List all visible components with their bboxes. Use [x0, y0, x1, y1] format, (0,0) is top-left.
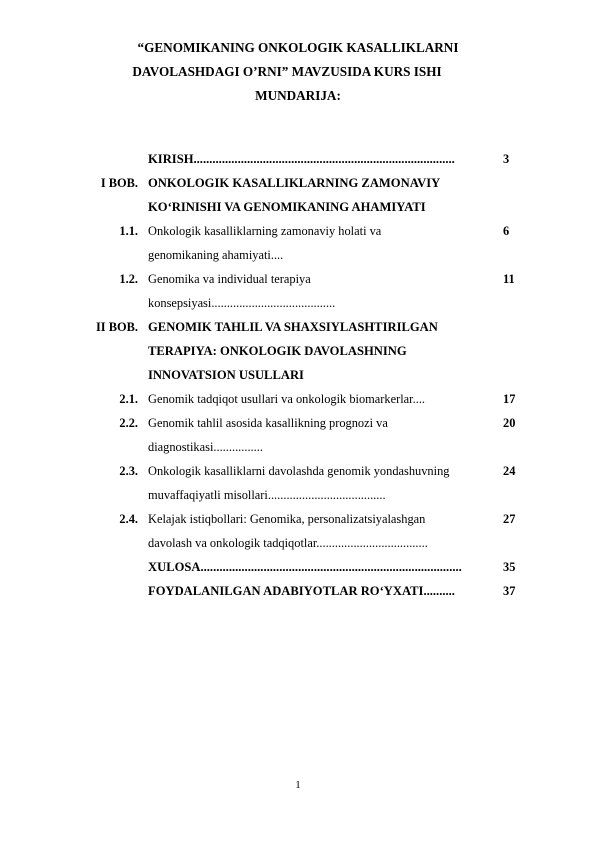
toc-entry-page: 6 — [503, 224, 510, 238]
toc-entry-text: ONKOLOGIK KASALLIKLARNING ZAMONAVIY — [148, 176, 441, 190]
toc-entry-text: XULOSA................................................................................... — [148, 560, 462, 574]
toc-row — [0, 315, 596, 339]
title-line-2: DAVOLASHDAGI O’RNI” MAVZUSIDA KURS ISHI — [132, 64, 442, 79]
toc-entry-text: Genomik tahlil asosida kasallikning prognozi va — [148, 416, 388, 430]
toc-row — [0, 363, 596, 387]
toc-row — [0, 291, 596, 315]
toc-entry-page: 3 — [503, 152, 510, 166]
toc-entry-text: genomikaning ahamiyati.... — [148, 248, 284, 262]
toc-row — [0, 243, 596, 267]
toc-entry-number: 2.3. — [119, 464, 138, 478]
toc-entry-text: Genomika va individual terapiya — [148, 272, 311, 286]
toc-entry-number: 2.2. — [119, 416, 138, 430]
toc-entry-text: INNOVATSION USULLARI — [148, 368, 304, 382]
toc-entry-text: TERAPIYA: ONKOLOGIK DAVOLASHNING — [148, 344, 407, 358]
toc-row — [0, 531, 596, 555]
toc-entry-text: KO‘RINISHI VA GENOMIKANING AHAMIYATI — [148, 200, 426, 214]
title-line-1: “GENOMIKANING ONKOLOGIK KASALLIKLARNI — [137, 40, 459, 55]
toc-entry-page: 37 — [503, 584, 516, 598]
toc-entry-text: Genomik tadqiqot usullari va onkologik biomarkerlar.... — [148, 392, 426, 406]
toc-row — [0, 555, 596, 579]
toc-entry-number: 2.4. — [119, 512, 138, 526]
toc-entry-number: 1.1. — [119, 224, 138, 238]
toc-entry-text: GENOMIK TAHLIL VA SHAXSIYLASHTIRILGAN — [148, 320, 438, 334]
toc-row — [0, 507, 596, 531]
toc-row — [0, 387, 596, 411]
toc-entry-text: konsepsiyasi........................................ — [148, 296, 336, 310]
toc-entry-page: 35 — [503, 560, 516, 574]
toc-row — [0, 339, 596, 363]
toc-entry-text: davolash va onkologik tadqiqotlar.................................... — [148, 536, 428, 550]
toc-entry-page: 11 — [503, 272, 515, 286]
toc-row — [0, 147, 596, 171]
toc-entry-number: 2.1. — [119, 392, 138, 406]
toc-entry-text: FOYDALANILGAN ADABIYOTLAR RO‘YXATI.......... — [148, 584, 455, 598]
toc-row — [0, 459, 596, 483]
title-line-3: MUNDARIJA: — [255, 88, 341, 103]
toc-row — [0, 267, 596, 291]
toc-entry-number: I BOB. — [100, 176, 138, 190]
table-of-contents — [0, 147, 596, 603]
toc-entry-text: Kelajak istiqbollari: Genomika, personalizatsiyalashgan — [148, 512, 426, 526]
page-number: 1 — [295, 779, 301, 791]
toc-entry-number: 1.2. — [119, 272, 138, 286]
document-title — [60, 36, 536, 108]
toc-row — [0, 483, 596, 507]
toc-row — [0, 411, 596, 435]
toc-entry-text: Onkologik kasalliklarni davolashda genomik yondashuvning — [148, 464, 450, 478]
toc-entry-page: 27 — [503, 512, 516, 526]
toc-entry-text: Onkologik kasalliklarning zamonaviy holati va — [148, 224, 382, 238]
toc-entry-text: muvaffaqiyatli misollari...................................... — [148, 488, 386, 502]
toc-row — [0, 171, 596, 195]
toc-entry-page: 20 — [503, 416, 516, 430]
toc-entry-text: diagnostikasi................ — [148, 440, 263, 454]
toc-row — [0, 195, 596, 219]
toc-row — [0, 435, 596, 459]
toc-row — [0, 219, 596, 243]
toc-entry-text: KIRISH................................................................................... — [148, 152, 455, 166]
toc-entry-number: II BOB. — [95, 320, 138, 334]
toc-entry-page: 24 — [503, 464, 516, 478]
toc-entry-page: 17 — [503, 392, 516, 406]
toc-row — [0, 579, 596, 603]
